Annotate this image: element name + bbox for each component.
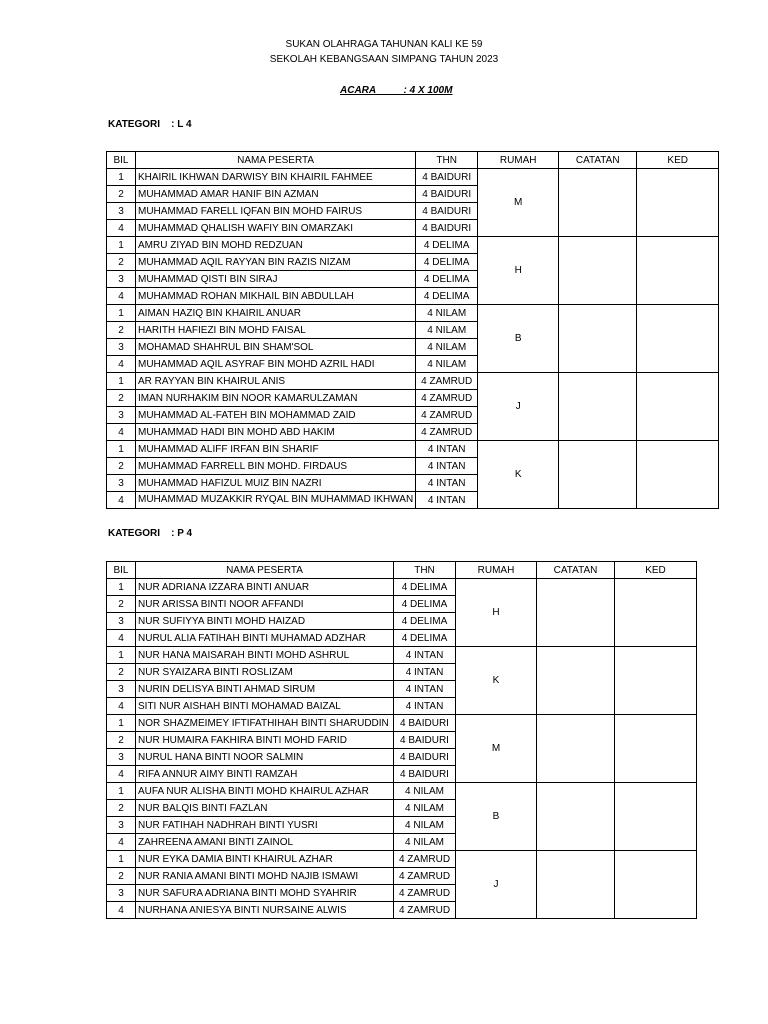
cell-catatan: [537, 579, 615, 647]
kategori-label: KATEGORI : P 4: [108, 528, 193, 539]
cell-thn: 4 INTAN: [394, 681, 456, 698]
cell-nama: MUHAMMAD AQIL ASYRAF BIN MOHD AZRIL HADI: [136, 356, 416, 373]
cell-bil: 2: [107, 800, 136, 817]
cell-thn: 4 NILAM: [394, 783, 456, 800]
table-row: [107, 237, 719, 254]
cell-thn: 4 ZAMRUD: [416, 390, 478, 407]
column-header-rumah: RUMAH: [478, 152, 559, 169]
cell-ked: [637, 237, 719, 305]
cell-bil: 1: [107, 373, 136, 390]
cell-catatan: [559, 441, 637, 509]
cell-bil: 1: [107, 237, 136, 254]
cell-bil: 4: [107, 766, 136, 783]
cell-ked: [637, 305, 719, 373]
cell-catatan: [559, 305, 637, 373]
cell-nama: NURHANA ANIESYA BINTI NURSAINE ALWIS: [136, 902, 394, 919]
cell-rumah: H: [478, 237, 559, 305]
cell-bil: 1: [107, 305, 136, 322]
cell-bil: 1: [107, 579, 136, 596]
cell-nama: IMAN NURHAKIM BIN NOOR KAMARULZAMAN: [136, 390, 416, 407]
column-header-rumah: RUMAH: [456, 562, 537, 579]
participant-table: [106, 561, 697, 919]
table-row: [107, 305, 719, 322]
kategori-label: KATEGORI : L 4: [108, 119, 192, 130]
cell-ked: [615, 851, 697, 919]
cell-bil: 2: [107, 458, 136, 475]
cell-thn: 4 INTAN: [394, 647, 456, 664]
cell-rumah: H: [456, 579, 537, 647]
cell-bil: 2: [107, 596, 136, 613]
cell-nama: NUR ADRIANA IZZARA BINTI ANUAR: [136, 579, 394, 596]
cell-nama: KHAIRIL IKHWAN DARWISY BIN KHAIRIL FAHMEE: [136, 169, 416, 186]
cell-bil: 1: [107, 715, 136, 732]
cell-thn: 4 NILAM: [394, 817, 456, 834]
cell-rumah: K: [456, 647, 537, 715]
cell-thn: 4 ZAMRUD: [394, 868, 456, 885]
cell-rumah: J: [478, 373, 559, 441]
cell-ked: [637, 373, 719, 441]
table-row: [107, 851, 697, 868]
cell-bil: 1: [107, 647, 136, 664]
cell-thn: 4 DELIMA: [394, 630, 456, 647]
cell-thn: 4 NILAM: [394, 834, 456, 851]
cell-nama: NUR EYKA DAMIA BINTI KHAIRUL AZHAR: [136, 851, 394, 868]
cell-ked: [615, 647, 697, 715]
cell-thn: 4 INTAN: [416, 492, 478, 509]
cell-nama: AMRU ZIYAD BIN MOHD REDZUAN: [136, 237, 416, 254]
cell-bil: 2: [107, 322, 136, 339]
table-row: [107, 441, 719, 458]
cell-thn: 4 NILAM: [416, 339, 478, 356]
cell-thn: 4 DELIMA: [416, 237, 478, 254]
cell-thn: 4 DELIMA: [416, 288, 478, 305]
cell-thn: 4 ZAMRUD: [416, 373, 478, 390]
column-header-nama: NAMA PESERTA: [136, 152, 416, 169]
cell-bil: 1: [107, 783, 136, 800]
cell-nama: RIFA ANNUR AIMY BINTI RAMZAH: [136, 766, 394, 783]
cell-nama: MUHAMMAD FARRELL BIN MOHD. FIRDAUS: [136, 458, 416, 475]
cell-nama: NUR ARISSA BINTI NOOR AFFANDI: [136, 596, 394, 613]
cell-bil: 3: [107, 407, 136, 424]
column-header-catatan: CATATAN: [537, 562, 615, 579]
cell-thn: 4 INTAN: [394, 664, 456, 681]
cell-bil: 3: [107, 271, 136, 288]
cell-catatan: [537, 851, 615, 919]
cell-thn: 4 ZAMRUD: [394, 885, 456, 902]
cell-nama: MUHAMMAD MUZAKKIR RYQAL BIN MUHAMMAD IKHWAN: [136, 492, 416, 509]
cell-nama: NUR FATIHAH NADHRAH BINTI YUSRI: [136, 817, 394, 834]
column-header-bil: BIL: [107, 562, 136, 579]
cell-nama: AUFA NUR ALISHA BINTI MOHD KHAIRUL AZHAR: [136, 783, 394, 800]
cell-nama: MUHAMMAD ROHAN MIKHAIL BIN ABDULLAH: [136, 288, 416, 305]
cell-thn: 4 BAIDURI: [394, 766, 456, 783]
cell-nama: AIMAN HAZIQ BIN KHAIRIL ANUAR: [136, 305, 416, 322]
cell-nama: NUR RANIA AMANI BINTI MOHD NAJIB ISMAWI: [136, 868, 394, 885]
table-row: [107, 579, 697, 596]
cell-bil: 4: [107, 492, 136, 509]
column-header-thn: THN: [394, 562, 456, 579]
cell-thn: 4 ZAMRUD: [416, 424, 478, 441]
cell-thn: 4 DELIMA: [416, 254, 478, 271]
school-title: SEKOLAH KEBANGSAAN SIMPANG TAHUN 2023: [269, 54, 499, 65]
cell-thn: 4 NILAM: [416, 305, 478, 322]
cell-thn: 4 INTAN: [416, 441, 478, 458]
column-header-thn: THN: [416, 152, 478, 169]
cell-catatan: [537, 783, 615, 851]
cell-catatan: [559, 169, 637, 237]
column-header-nama: NAMA PESERTA: [136, 562, 394, 579]
cell-bil: 2: [107, 732, 136, 749]
event-title: SUKAN OLAHRAGA TAHUNAN KALI KE 59: [285, 39, 483, 50]
cell-nama: SITI NUR AISHAH BINTI MOHAMAD BAIZAL: [136, 698, 394, 715]
cell-bil: 3: [107, 613, 136, 630]
cell-thn: 4 INTAN: [416, 458, 478, 475]
cell-catatan: [559, 373, 637, 441]
cell-thn: 4 INTAN: [394, 698, 456, 715]
cell-ked: [615, 579, 697, 647]
cell-catatan: [537, 647, 615, 715]
cell-nama: MUHAMMAD AQIL RAYYAN BIN RAZIS NIZAM: [136, 254, 416, 271]
table-header-row: [107, 152, 719, 169]
cell-thn: 4 DELIMA: [416, 271, 478, 288]
table-row: [107, 783, 697, 800]
cell-bil: 1: [107, 169, 136, 186]
cell-thn: 4 ZAMRUD: [394, 902, 456, 919]
column-header-ked: KED: [637, 152, 719, 169]
cell-nama: NUR HUMAIRA FAKHIRA BINTI MOHD FARID: [136, 732, 394, 749]
cell-nama: ZAHREENA AMANI BINTI ZAINOL: [136, 834, 394, 851]
participant-table: [106, 151, 719, 509]
cell-thn: 4 DELIMA: [394, 596, 456, 613]
cell-nama: NURIN DELISYA BINTI AHMAD SIRUM: [136, 681, 394, 698]
cell-bil: 2: [107, 664, 136, 681]
cell-bil: 1: [107, 441, 136, 458]
cell-bil: 4: [107, 220, 136, 237]
cell-bil: 4: [107, 834, 136, 851]
cell-rumah: K: [478, 441, 559, 509]
cell-bil: 3: [107, 681, 136, 698]
cell-ked: [637, 441, 719, 509]
cell-nama: MUHAMMAD HADI BIN MOHD ABD HAKIM: [136, 424, 416, 441]
cell-nama: HARITH HAFIEZI BIN MOHD FAISAL: [136, 322, 416, 339]
table-row: [107, 647, 697, 664]
cell-nama: MUHAMMAD HAFIZUL MUIZ BIN NAZRI: [136, 475, 416, 492]
cell-thn: 4 BAIDURI: [416, 186, 478, 203]
cell-rumah: B: [456, 783, 537, 851]
cell-nama: MUHAMMAD FARELL IQFAN BIN MOHD FAIRUS: [136, 203, 416, 220]
cell-bil: 4: [107, 902, 136, 919]
cell-nama: NUR BALQIS BINTI FAZLAN: [136, 800, 394, 817]
cell-rumah: M: [478, 169, 559, 237]
cell-bil: 3: [107, 817, 136, 834]
cell-nama: MUHAMMAD AL-FATEH BIN MOHAMMAD ZAID: [136, 407, 416, 424]
cell-thn: 4 BAIDURI: [416, 169, 478, 186]
cell-bil: 1: [107, 851, 136, 868]
cell-bil: 2: [107, 390, 136, 407]
cell-thn: 4 ZAMRUD: [394, 851, 456, 868]
cell-bil: 4: [107, 356, 136, 373]
table-header-row: [107, 562, 697, 579]
cell-nama: MUHAMMAD ALIFF IRFAN BIN SHARIF: [136, 441, 416, 458]
cell-nama: MUHAMMAD AMAR HANIF BIN AZMAN: [136, 186, 416, 203]
cell-catatan: [559, 237, 637, 305]
cell-nama: MUHAMMAD QISTI BIN SIRAJ: [136, 271, 416, 288]
cell-nama: NURUL ALIA FATIHAH BINTI MUHAMAD ADZHAR: [136, 630, 394, 647]
cell-nama: MOHAMAD SHAHRUL BIN SHAM'SOL: [136, 339, 416, 356]
cell-nama: MUHAMMAD QHALISH WAFIY BIN OMARZAKI: [136, 220, 416, 237]
cell-rumah: J: [456, 851, 537, 919]
cell-ked: [615, 715, 697, 783]
cell-thn: 4 INTAN: [416, 475, 478, 492]
cell-bil: 3: [107, 203, 136, 220]
column-header-ked: KED: [615, 562, 697, 579]
cell-nama: AR RAYYAN BIN KHAIRUL ANIS: [136, 373, 416, 390]
cell-nama: NUR SUFIYYA BINTI MOHD HAIZAD: [136, 613, 394, 630]
cell-thn: 4 NILAM: [416, 322, 478, 339]
cell-bil: 4: [107, 630, 136, 647]
cell-bil: 3: [107, 885, 136, 902]
cell-thn: 4 BAIDURI: [394, 715, 456, 732]
cell-ked: [637, 169, 719, 237]
cell-thn: 4 BAIDURI: [416, 220, 478, 237]
table-row: [107, 169, 719, 186]
cell-bil: 2: [107, 186, 136, 203]
cell-bil: 4: [107, 424, 136, 441]
cell-bil: 3: [107, 749, 136, 766]
cell-nama: NUR SYAIZARA BINTI ROSLIZAM: [136, 664, 394, 681]
cell-bil: 2: [107, 868, 136, 885]
cell-nama: NUR HANA MAISARAH BINTI MOHD ASHRUL: [136, 647, 394, 664]
table-row: [107, 373, 719, 390]
table-row: [107, 715, 697, 732]
cell-thn: 4 NILAM: [394, 800, 456, 817]
cell-bil: 3: [107, 339, 136, 356]
cell-nama: NURUL HANA BINTI NOOR SALMIN: [136, 749, 394, 766]
cell-nama: NUR SAFURA ADRIANA BINTI MOHD SYAHRIR: [136, 885, 394, 902]
event-name: ACARA : 4 X 100M: [340, 85, 453, 96]
column-header-catatan: CATATAN: [559, 152, 637, 169]
cell-bil: 3: [107, 475, 136, 492]
cell-thn: 4 DELIMA: [394, 579, 456, 596]
cell-bil: 4: [107, 288, 136, 305]
cell-catatan: [537, 715, 615, 783]
cell-thn: 4 BAIDURI: [416, 203, 478, 220]
column-header-bil: BIL: [107, 152, 136, 169]
cell-thn: 4 BAIDURI: [394, 732, 456, 749]
cell-nama: NOR SHAZMEIMEY IFTIFATHIHAH BINTI SHARUDDIN: [136, 715, 394, 732]
cell-thn: 4 BAIDURI: [394, 749, 456, 766]
cell-thn: 4 ZAMRUD: [416, 407, 478, 424]
cell-rumah: B: [478, 305, 559, 373]
cell-thn: 4 DELIMA: [394, 613, 456, 630]
cell-bil: 4: [107, 698, 136, 715]
cell-ked: [615, 783, 697, 851]
cell-thn: 4 NILAM: [416, 356, 478, 373]
cell-bil: 2: [107, 254, 136, 271]
cell-rumah: M: [456, 715, 537, 783]
